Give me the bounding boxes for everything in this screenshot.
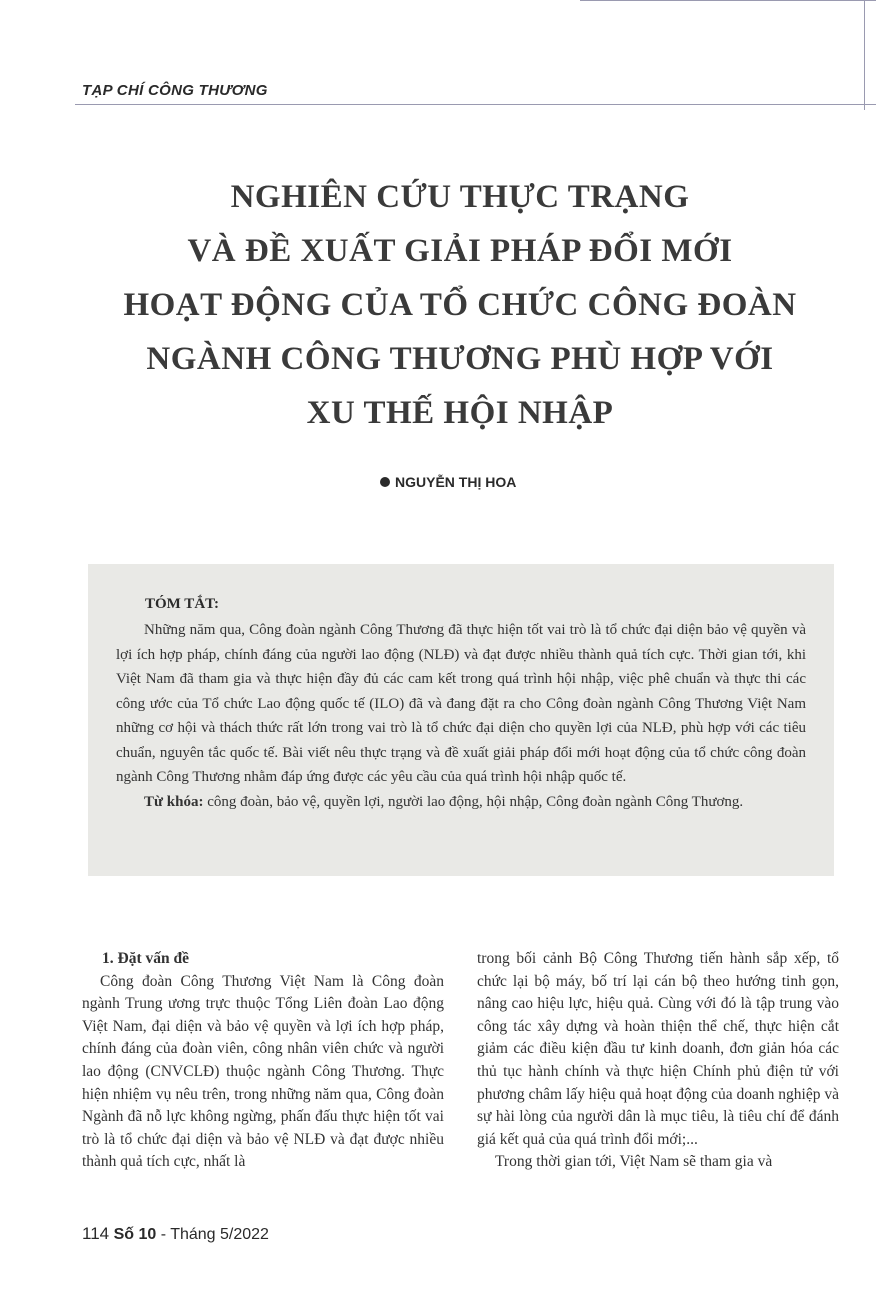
corner-rule (864, 0, 865, 110)
abstract-box (88, 564, 834, 876)
header-rule (75, 104, 876, 105)
body-paragraph: Công đoàn Công Thương Việt Nam là Công đoàn ngành Trung ương trực thuộc Tổng Liên đoàn Lao động Việt Nam, đại diện và bảo vệ quyền và lợi ích hợp pháp, chính đáng của đoàn viên, công nhân viên chức và người lao động (CNVCLĐ) thuộc ngành Công Thương. Thực hiện nhiệm vụ nêu trên, trong những năm qua, Công đoàn Ngành đã nỗ lực không ngừng, phấn đấu thực hiện tốt vai trò là tổ chức đại diện và bảo vệ NLĐ và đạt được nhiều thành quả tích cực, nhất là (82, 972, 444, 1171)
title-line: NGÀNH CÔNG THƯƠNG PHÙ HỢP VỚI (146, 341, 774, 377)
article-title (90, 170, 830, 440)
page-number: 114 (82, 1224, 110, 1243)
abstract-text: Những năm qua, Công đoàn ngành Công Thương đã thực hiện tốt vai trò là tổ chức đại diện bảo vệ quyền và lợi ích hợp pháp, chính đáng của người lao động (NLĐ) và đạt được nhiều thành quả tích cực. Thời gian tới, khi Việt Nam đã tham gia và thực hiện đầy đủ các cam kết trong quá trình hội nhập, việc phê chuẩn và thực thi các công ước của Tổ chức Lao động quốc tế (ILO) đã và đang đặt ra cho Công đoàn ngành Công Thương Việt Nam những cơ hội và thách thức rất lớn trong vai trò là tổ chức đại diện cho quyền lợi của NLĐ, phù hợp với các tiêu chuẩn, nguyên tắc quốc tế. Bài viết nêu thực trạng và đề xuất giải pháp đổi mới hoạt động của tổ chức công đoàn ngành Công Thương nhằm đáp ứng được các yêu cầu của quá trình hội nhập quốc tế. (116, 622, 806, 785)
keywords-line (116, 790, 806, 815)
section-heading: 1. Đặt vấn đề (102, 950, 189, 967)
body-paragraph: trong bối cảnh Bộ Công Thương tiến hành sắp xếp, tổ chức lại bộ máy, bố trí lại cán bộ theo hướng tinh gọn, nâng cao hiệu lực, hiệu quả. Cùng với đó là tập trung vào công tác xây dựng và hoàn thiện thể chế, thực hiện cắt giảm các điều kiện đầu tư kinh doanh, đơn giản hóa các thủ tục hành chính và thực hiện Chính phủ điện tử với phương châm lấy hiệu quả hoạt động của doanh nghiệp và sự hài lòng của người dân là mục tiêu, là tiêu chí để đánh giá kết quả của quá trình đổi mới;... (477, 950, 839, 1148)
title-line: XU THẾ HỘI NHẬP (306, 395, 614, 431)
abstract-heading: TÓM TẮT: (145, 596, 220, 612)
author-name: NGUYỄN THỊ HOA (395, 474, 517, 490)
issue-date: Tháng 5/2022 (170, 1226, 269, 1243)
author-byline (380, 474, 516, 490)
keywords-label: Từ khóa: (144, 793, 204, 810)
abstract-body (116, 618, 806, 814)
footer-separator: - (160, 1226, 167, 1243)
body-column-right (477, 948, 839, 1174)
keywords-text: công đoàn, bảo vệ, quyền lợi, người lao động, hội nhập, Công đoàn ngành Công Thương. (207, 793, 744, 810)
body-paragraph: Trong thời gian tới, Việt Nam sẽ tham gia và (495, 1153, 773, 1171)
title-line: HOẠT ĐỘNG CỦA TỔ CHỨC CÔNG ĐOÀN (123, 287, 797, 323)
top-rule (580, 0, 876, 1)
body-column-left (82, 948, 444, 1174)
page-footer (82, 1224, 269, 1244)
title-line: VÀ ĐỀ XUẤT GIẢI PHÁP ĐỔI MỚI (187, 233, 733, 269)
issue-number: Số 10 (113, 1226, 157, 1243)
title-line: NGHIÊN CỨU THỰC TRẠNG (230, 179, 690, 215)
bullet-icon (380, 477, 390, 487)
journal-name: TẠP CHÍ CÔNG THƯƠNG (82, 82, 268, 99)
